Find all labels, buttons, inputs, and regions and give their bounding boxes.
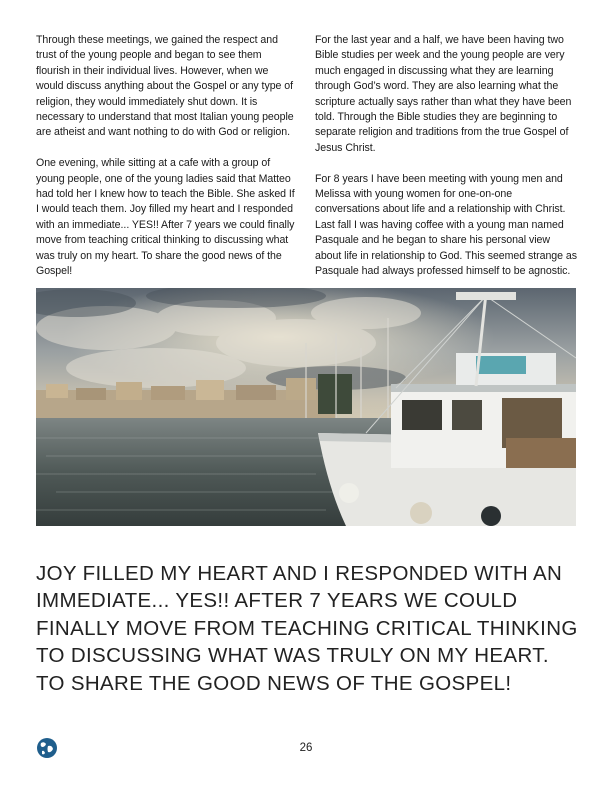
right-paragraph-2: For 8 years I have been meeting with young men and Melissa with young women for one-on-one conversations about life and a relationship with Christ. Last fall I was having coffee with a young man named Pasquale and he began to share his personal view about life in relationship to God. This seemed strange as Pasquale had always professed himself to be agnostic. xyxy=(315,172,577,278)
right-paragraph-1: For the last year and a half, we have been having two Bible studies per week and the young people are very much engaged in discussing what they are learning through God’s word. They are also learning what the scripture actually says rather than what they have been told. Through the Bible studies they are beginning to separate religion and traditions from the true Gospel of Jesus Christ. xyxy=(315,34,572,154)
harbor-boat-photo xyxy=(36,288,576,526)
left-paragraph-1: Through these meetings, we gained the respect and trust of the young people and began to see them flourish in their individual lives. However, when we would discuss anything about the Gospel or any type of religion, they would immediately shut down. It is necessary to understand that most Italian young people are atheist and want nothing to do with God or religion. xyxy=(36,34,294,139)
page-number: 26 xyxy=(299,742,313,754)
left-column xyxy=(36,33,298,295)
right-column xyxy=(315,33,577,295)
left-paragraph-2: One evening, while sitting at a cafe with a group of young people, one of the young ladies said that Matteo had told her I knew how to teach the Bible. She asked If I would teach them. Joy filled my heart and I responded with an immediate... YES!! After 7 years we could finally move from teaching critical thinking to discussing what was truly on my heart. To share the good news of the Gospel! xyxy=(36,157,295,278)
pull-quote: JOY FILLED MY HEART AND I RESPONDED WITH AN IMMEDIATE... YES!! AFTER 7 YEARS WE COULD FINALLY MOVE FROM TEACHING CRITICAL THINKING TO DISCUSSING WHAT WAS TRULY ON MY HEART. TO SHARE THE GOOD NEWS OF THE GOSPEL! xyxy=(36,562,578,695)
